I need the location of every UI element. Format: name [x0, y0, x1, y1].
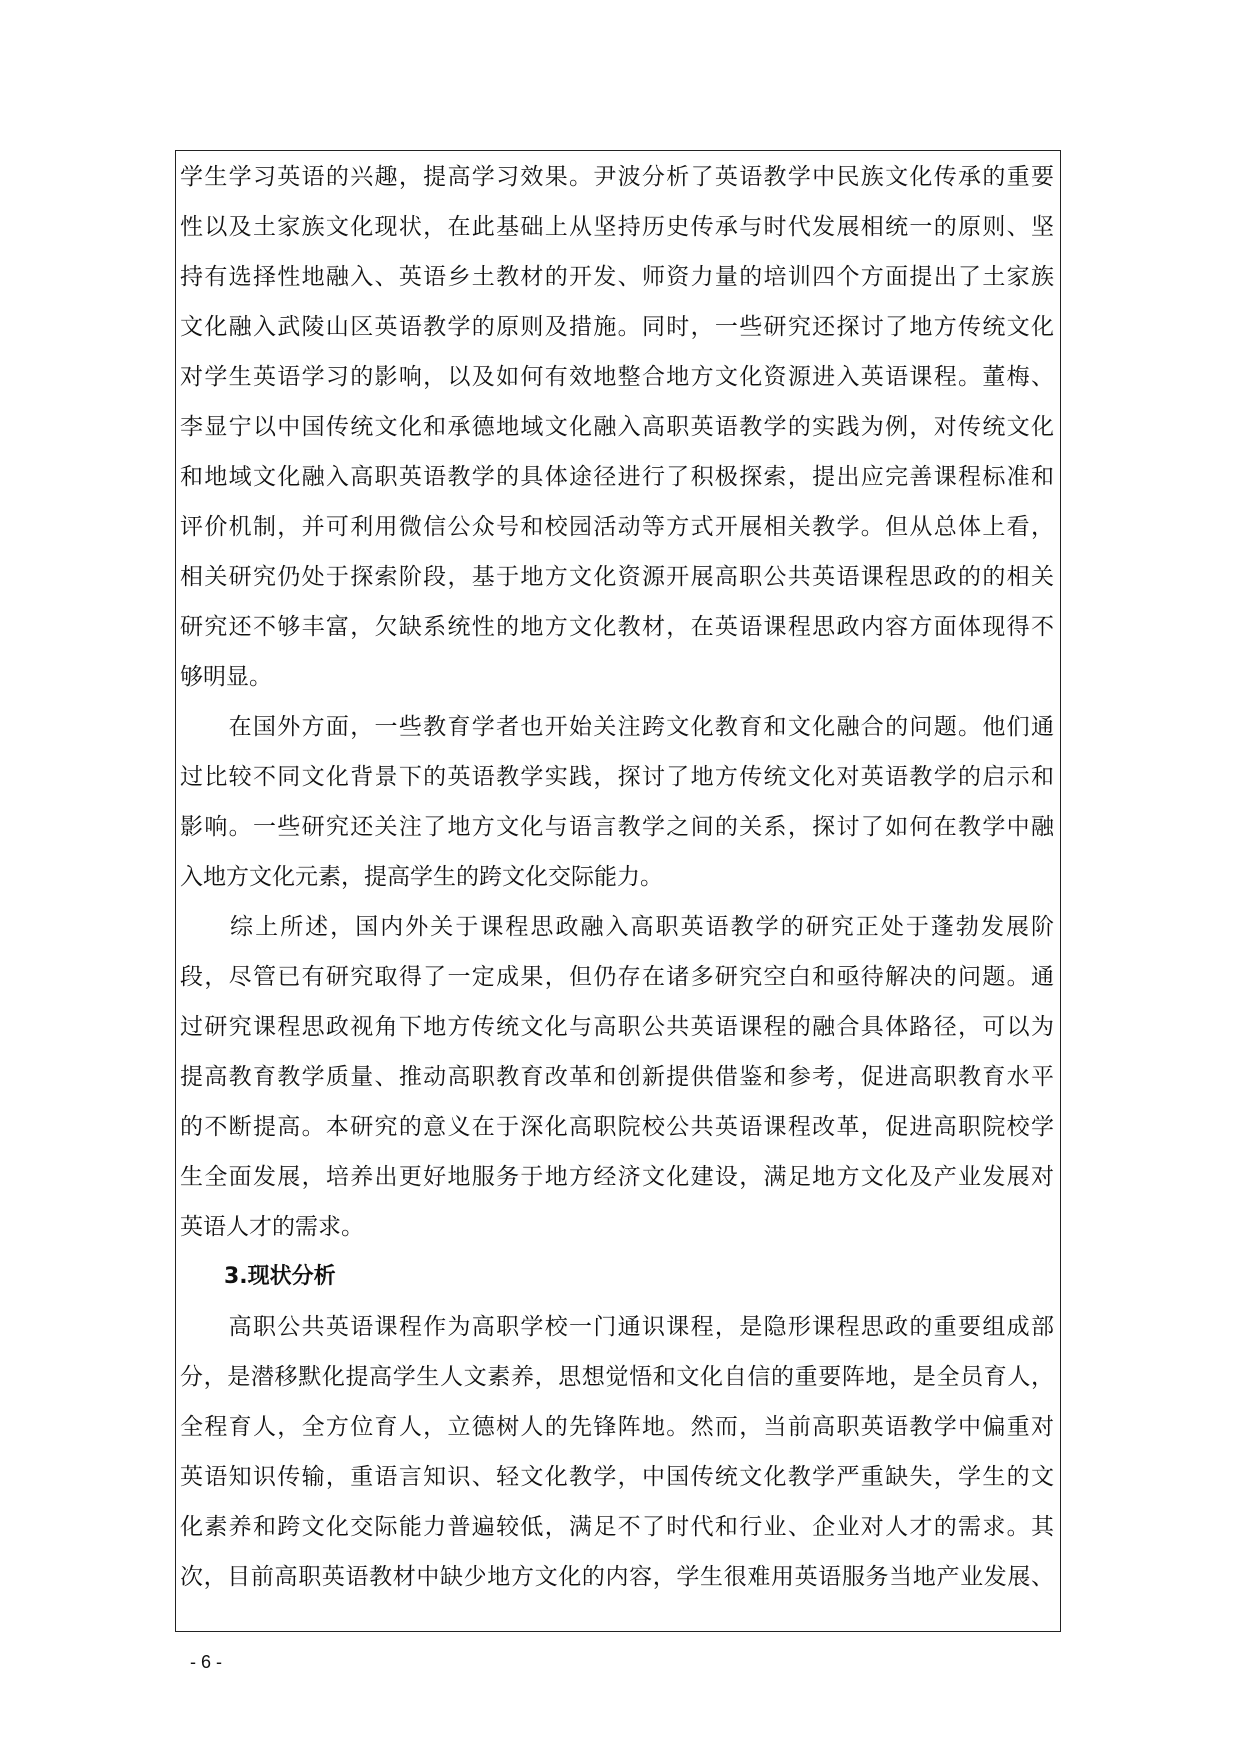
text-line: 入地方文化元素，提高学生的跨文化交际能力。	[180, 864, 663, 890]
text-line: 分，是潜移默化提高学生人文素养，思想觉悟和文化自信的重要阵地，是全员育人，	[180, 1364, 1054, 1390]
text-line: 全程育人，全方位育人，立德树人的先锋阵地。然而，当前高职英语教学中偏重对	[180, 1414, 1054, 1440]
text-line: 化素养和跨文化交际能力普遍较低，满足不了时代和行业、企业对人才的需求。其	[180, 1514, 1054, 1540]
text-line: 相关研究仍处于探索阶段，基于地方文化资源开展高职公共英语课程思政的的相关	[180, 564, 1054, 590]
text-line: 对学生英语学习的影响，以及如何有效地整合地方文化资源进入英语课程。董梅、	[180, 364, 1054, 390]
text-line: 过研究课程思政视角下地方传统文化与高职公共英语课程的融合具体路径，可以为	[180, 1014, 1054, 1040]
text-line: 英语人才的需求。	[180, 1214, 364, 1240]
text-line: 在国外方面，一些教育学者也开始关注跨文化教育和文化融合的问题。他们通	[180, 714, 1054, 740]
text-line: 的不断提高。本研究的意义在于深化高职院校公共英语课程改革，促进高职院校学	[180, 1114, 1054, 1140]
text-line: 次，目前高职英语教材中缺少地方文化的内容，学生很难用英语服务当地产业发展、	[180, 1564, 1054, 1590]
text-line: 学生学习英语的兴趣，提高学习效果。尹波分析了英语教学中民族文化传承的重要	[180, 164, 1054, 190]
text-line: 综上所述，国内外关于课程思政融入高职英语教学的研究正处于蓬勃发展阶	[180, 914, 1054, 940]
text-line: 研究还不够丰富，欠缺系统性的地方文化教材，在英语课程思政内容方面体现得不	[180, 614, 1054, 640]
text-line: 影响。一些研究还关注了地方文化与语言教学之间的关系，探讨了如何在教学中融	[180, 814, 1054, 840]
text-line: 性以及土家族文化现状，在此基础上从坚持历史传承与时代发展相统一的原则、坚	[180, 214, 1054, 240]
page-number: - 6 -	[190, 1652, 223, 1672]
text-line: 高职公共英语课程作为高职学校一门通识课程，是隐形课程思政的重要组成部	[180, 1314, 1054, 1340]
text-line: 生全面发展，培养出更好地服务于地方经济文化建设，满足地方文化及产业发展对	[180, 1164, 1054, 1190]
section-heading: 3.现状分析	[180, 1264, 336, 1289]
text-line: 段，尽管已有研究取得了一定成果，但仍存在诸多研究空白和亟待解决的问题。通	[180, 964, 1054, 990]
text-line: 文化融入武陵山区英语教学的原则及措施。同时，一些研究还探讨了地方传统文化	[180, 314, 1054, 340]
text-line: 和地域文化融入高职英语教学的具体途径进行了积极探索，提出应完善课程标准和	[180, 464, 1054, 490]
text-line: 评价机制，并可利用微信公众号和校园活动等方式开展相关教学。但从总体上看，	[180, 514, 1054, 540]
text-line: 李显宁以中国传统文化和承德地域文化融入高职英语教学的实践为例，对传统文化	[180, 414, 1054, 440]
text-line: 提高教育教学质量、推动高职教育改革和创新提供借鉴和参考，促进高职教育水平	[180, 1064, 1054, 1090]
text-line: 英语知识传输，重语言知识、轻文化教学，中国传统文化教学严重缺失，学生的文	[180, 1464, 1054, 1490]
text-line: 过比较不同文化背景下的英语教学实践，探讨了地方传统文化对英语教学的启示和	[180, 764, 1054, 790]
text-line: 持有选择性地融入、英语乡土教材的开发、师资力量的培训四个方面提出了土家族	[180, 264, 1054, 290]
text-line: 够明显。	[180, 664, 272, 690]
